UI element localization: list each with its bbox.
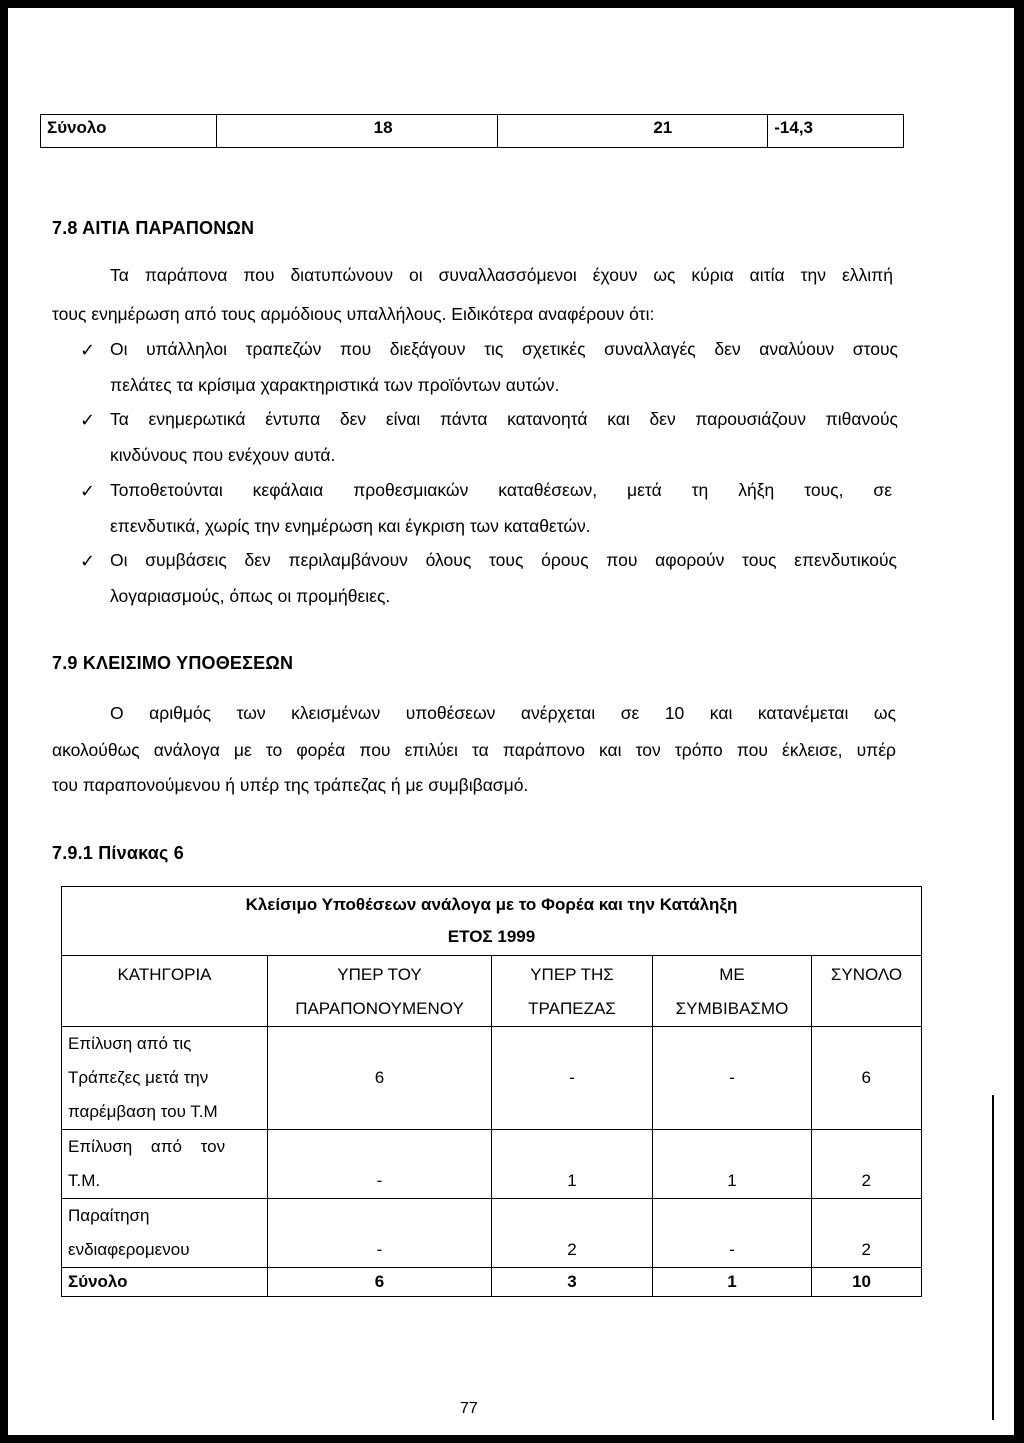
table-caption: 7.9.1 Πίνακας 6	[52, 843, 184, 863]
row-label-line: Επίλυση από τις	[68, 1034, 192, 1053]
column-header-label: ΣΥΜΒΙΒΑΣΜΟ	[675, 999, 789, 1018]
row-label-line: Τ.Μ.	[68, 1171, 101, 1190]
row-label-line: παρέμβαση του Τ.Μ	[68, 1102, 218, 1121]
column-header-label: ΤΡΑΠΕΖΑΣ	[528, 999, 616, 1018]
summary-value-3: -14,3	[768, 115, 904, 148]
section-heading-7-9: 7.9 ΚΛΕΙΣΙΜΟ ΥΠΟΘΕΣΕΩΝ	[52, 653, 294, 673]
column-header-label: ΜΕ	[719, 965, 745, 984]
table-row	[41, 115, 904, 148]
checkmark-icon: ✓	[80, 481, 96, 501]
table-year: ΕΤΟΣ 1999	[447, 927, 536, 946]
column-header-label: ΥΠΕΡ ΤΟΥ	[337, 965, 422, 984]
cell-total: 10	[812, 1268, 922, 1297]
summary-label: Σύνολο	[41, 115, 217, 148]
checkmark-icon: ✓	[80, 340, 96, 360]
row-label-line: Παραίτηση	[68, 1206, 150, 1225]
table-row	[62, 1199, 922, 1268]
table-title-row	[62, 887, 922, 956]
column-header-label: ΣΥΝΟΛΟ	[830, 965, 903, 984]
paragraph-line: ακολούθως ανάλογα με το φορέα που επιλύει τα παράπονο και τον τρόπο που έκλεισε, υπέρ	[52, 740, 896, 760]
row-label-line: Επίλυση από τον	[68, 1137, 226, 1156]
bullet-text: Οι υπάλληλοι τραπεζών που διεξάγουν τις σχετικές συναλλαγές δεν αναλύουν στους	[110, 339, 898, 359]
bullet-text: κινδύνους που ενέχουν αυτά.	[110, 445, 336, 465]
cell-total: 2	[812, 1199, 922, 1268]
margin-line	[992, 1095, 994, 1420]
column-header	[812, 956, 922, 1027]
table-row	[62, 1130, 922, 1199]
row-label	[62, 1199, 268, 1268]
row-label-line: Τράπεζες μετά την	[68, 1068, 209, 1087]
cell-value: 6	[268, 1268, 492, 1297]
cell-value: -	[653, 1027, 812, 1130]
column-header-label: ΠΑΡΑΠΟΝΟΥΜΕΝΟΥ	[295, 999, 464, 1018]
table-title: Κλείσιμο Υποθέσεων ανάλογα με το Φορέα και την Κατάληξη	[245, 895, 738, 914]
column-header	[653, 956, 812, 1027]
row-label	[62, 1027, 268, 1130]
table-row	[62, 1027, 922, 1130]
table-header-row	[62, 956, 922, 1027]
table-title-cell	[62, 887, 922, 956]
cell-value: 1	[653, 1268, 812, 1297]
summary-row-table	[40, 114, 904, 148]
bullet-text: Τοποθετούνται κεφάλαια προθεσμιακών καταθέσεων, μετά τη λήξη τους, σε	[110, 480, 892, 500]
section-heading-7-8: 7.8 ΑΙΤΙΑ ΠΑΡΑΠΟΝΩΝ	[52, 218, 255, 238]
cell-value: 1	[653, 1130, 812, 1199]
bullet-text: Οι συμβάσεις δεν περιλαμβάνουν όλους τους όρους που αφορούν τους επενδυτικούς	[110, 550, 897, 570]
summary-value-2: 21	[497, 115, 768, 148]
column-header	[268, 956, 492, 1027]
cell-value: -	[268, 1130, 492, 1199]
paragraph-line: του παραπονούμενου ή υπέρ της τράπεζας ή με συμβιβασμό.	[52, 775, 529, 795]
total-label: Σύνολο	[62, 1268, 268, 1297]
cell-total: 6	[812, 1027, 922, 1130]
column-header-label: ΥΠΕΡ ΤΗΣ	[530, 965, 614, 984]
cell-value: 1	[492, 1130, 653, 1199]
summary-value-1: 18	[217, 115, 497, 148]
cell-value: 6	[268, 1027, 492, 1130]
column-header	[492, 956, 653, 1027]
row-label	[62, 1130, 268, 1199]
bullet-text: Τα ενημερωτικά έντυπα δεν είναι πάντα κατανοητά και δεν παρουσιάζουν πιθανούς	[110, 409, 898, 429]
table-total-row	[62, 1268, 922, 1297]
checkmark-icon: ✓	[80, 551, 96, 571]
bullet-text: λογαριασμούς, όπως οι προμήθειες.	[110, 586, 391, 606]
column-header	[62, 956, 268, 1027]
paragraph-line: τους ενημέρωση από τους αρμόδιους υπαλλήλους. Ειδικότερα αναφέρουν ότι:	[52, 304, 655, 324]
row-label-line: ενδιαφερομενου	[68, 1240, 190, 1259]
column-header-label: ΚΑΤΗΓΟΡΙΑ	[117, 965, 212, 984]
cell-value: -	[492, 1027, 653, 1130]
checkmark-icon: ✓	[80, 410, 96, 430]
bullet-text: επενδυτικά, χωρίς την ενημέρωση και έγκριση των καταθετών.	[110, 516, 591, 536]
paragraph-line: Τα παράπονα που διατυπώνουν οι συναλλασσόμενοι έχουν ως κύρια αιτία την ελλιπή	[110, 265, 893, 285]
paragraph-line: Ο αριθμός των κλεισμένων υποθέσεων ανέρχεται σε 10 και κατανέμεται ως	[110, 703, 896, 723]
cell-value: 3	[492, 1268, 653, 1297]
cell-total: 2	[812, 1130, 922, 1199]
page-number: 77	[460, 1400, 478, 1417]
cell-value: -	[653, 1199, 812, 1268]
cell-value: 2	[492, 1199, 653, 1268]
closing-cases-table	[61, 886, 922, 1297]
cell-value: -	[268, 1199, 492, 1268]
bullet-text: πελάτες τα κρίσιμα χαρακτηριστικά των προϊόντων αυτών.	[110, 375, 560, 395]
